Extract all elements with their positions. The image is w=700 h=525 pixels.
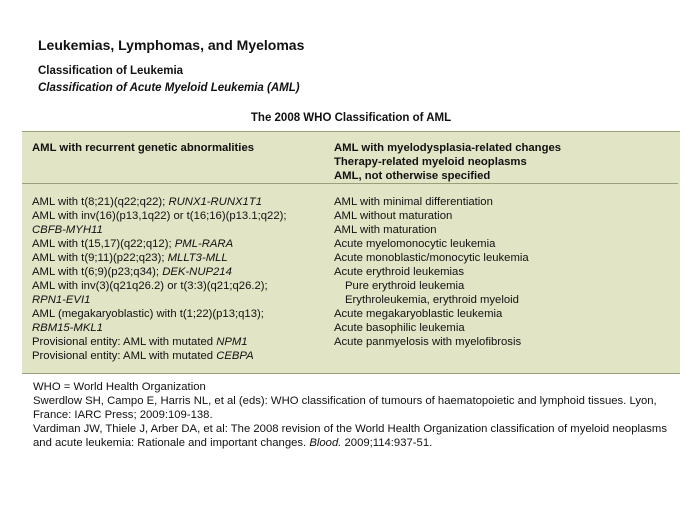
left-row-text: AML (megakaryoblastic) with t(1;22)(p13;q13); bbox=[32, 308, 264, 320]
gene-name: CEBPA bbox=[216, 350, 254, 362]
left-row bbox=[32, 251, 332, 265]
reference-text: Vardiman JW, Thiele J, Arber DA, et al: The 2008 revision of the World Health Organization classification of myeloid neoplasms and acute leukemia: Rationale and important changes. bbox=[33, 423, 667, 449]
gene-fusion: CBFB-MYH11 bbox=[32, 224, 103, 236]
right-row: AML with minimal differentiation bbox=[334, 196, 493, 208]
slide-heading: Leukemias, Lymphomas, and Myelomas bbox=[38, 37, 305, 53]
right-column bbox=[334, 195, 674, 349]
left-row bbox=[32, 237, 332, 251]
footnotes bbox=[33, 380, 673, 450]
left-row bbox=[32, 307, 332, 321]
left-row bbox=[32, 195, 332, 209]
left-row bbox=[32, 335, 332, 349]
gene-fusion: MLLT3-MLL bbox=[167, 252, 228, 264]
right-row-subitem: Pure erythroid leukemia bbox=[345, 280, 465, 292]
right-row: Acute megakaryoblastic leukemia bbox=[334, 308, 503, 320]
left-row-text: Provisional entity: AML with mutated bbox=[32, 336, 217, 348]
left-row bbox=[32, 223, 332, 237]
who-classification-table bbox=[22, 131, 680, 374]
right-row: Acute panmyelosis with myelofibrosis bbox=[334, 336, 522, 348]
right-row: AML without maturation bbox=[334, 210, 453, 222]
gene-fusion: RBM15-MKL1 bbox=[32, 322, 103, 334]
header-right bbox=[334, 141, 561, 183]
right-row: AML with maturation bbox=[334, 224, 437, 236]
left-row bbox=[32, 349, 332, 363]
header-right-line: AML with myelodysplasia-related changes bbox=[334, 142, 562, 154]
right-row: Acute basophilic leukemia bbox=[334, 322, 465, 334]
right-row-subitem: Erythroleukemia, erythroid myeloid bbox=[345, 294, 519, 306]
left-row bbox=[32, 321, 332, 335]
left-row-text: AML with t(6;9)(p23;q34); bbox=[32, 266, 163, 278]
gene-fusion: DEK-NUP214 bbox=[162, 266, 232, 278]
subheading-classification-leukemia: Classification of Leukemia bbox=[38, 65, 184, 77]
reference-citation: 2009;114:937-51. bbox=[341, 437, 433, 449]
left-row-text: AML with inv(3)(q21q26.2) or t(3:3)(q21;q26.2); bbox=[32, 280, 268, 292]
left-row bbox=[32, 293, 332, 307]
right-row: Acute monoblastic/monocytic leukemia bbox=[334, 252, 529, 264]
left-row bbox=[32, 265, 332, 279]
gene-name: NPM1 bbox=[216, 336, 248, 348]
abbreviation-note: WHO = World Health Organization bbox=[33, 381, 206, 393]
journal-name: Blood. bbox=[309, 437, 342, 449]
subheading-classification-aml: Classification of Acute Myeloid Leukemia (AML) bbox=[38, 82, 300, 94]
left-row-text: Provisional entity: AML with mutated bbox=[32, 350, 217, 362]
left-row bbox=[32, 209, 332, 223]
right-row: Acute erythroid leukemias bbox=[334, 266, 464, 278]
gene-fusion: PML-RARA bbox=[174, 238, 234, 250]
left-row bbox=[32, 279, 332, 293]
left-row-text: AML with t(8;21)(q22;q22); bbox=[32, 196, 169, 208]
header-left: AML with recurrent genetic abnormalities bbox=[32, 142, 255, 154]
left-column bbox=[32, 195, 332, 363]
table-title: The 2008 WHO Classification of AML bbox=[250, 112, 452, 124]
reference-swerdlow: Swerdlow SH, Campo E, Harris NL, et al (eds): WHO classification of tumours of haematopoietic and lymphoid tissues. Lyon, France: IARC Press; 2009:109-138. bbox=[33, 395, 657, 421]
right-row: Acute myelomonocytic leukemia bbox=[334, 238, 496, 250]
header-right-line: Therapy-related myeloid neoplasms bbox=[334, 156, 527, 168]
reference-vardiman bbox=[33, 422, 673, 450]
header-right-line: AML, not otherwise specified bbox=[334, 170, 491, 182]
left-row-text: AML with t(15,17)(q22;q12); bbox=[32, 238, 175, 250]
left-row-text: AML with t(9;11)(p22;q23); bbox=[32, 252, 168, 264]
gene-fusion: RPN1-EVI1 bbox=[32, 294, 91, 306]
table-header-row bbox=[22, 132, 678, 184]
gene-fusion: RUNX1-RUNX1T1 bbox=[168, 196, 262, 208]
left-row-text: AML with inv(16)(p13,1q22) or t(16;16)(p13.1;q22); bbox=[32, 210, 287, 222]
